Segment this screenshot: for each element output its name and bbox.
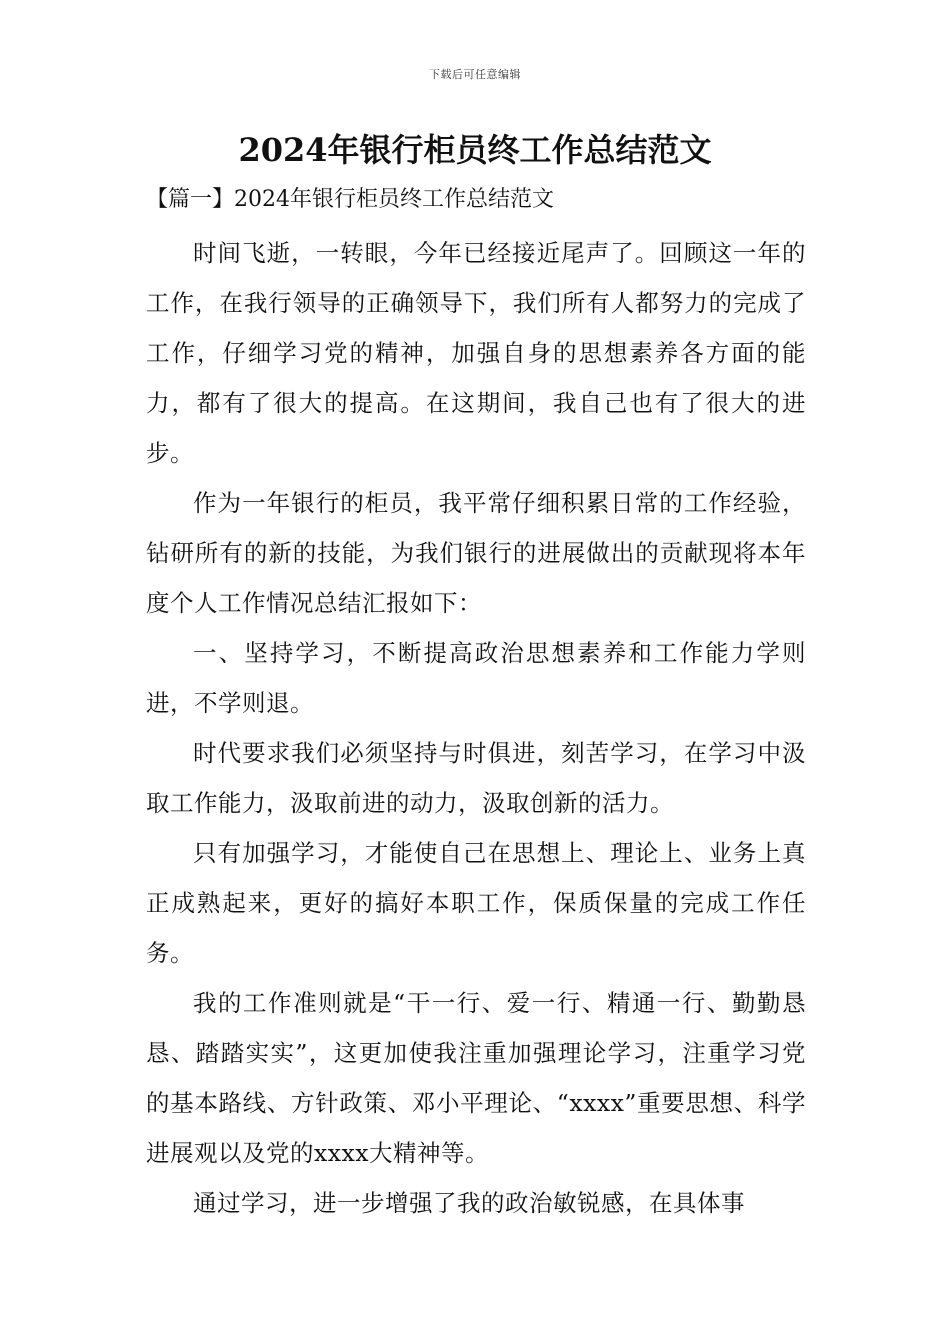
paragraph-7: 通过学习，进一步增强了我的政治敏锐感，在具体事	[193, 1189, 745, 1217]
paragraph-6: 我的工作准则就是“干一行、爱一行、精通一行、勤勤恳恳、踏踏实实”，这更加使我注重加强理论学习，注重学习党的基本路线、方针政策、邓小平理论、“xxxx”重要思想、科学进展观以及党的xxxx大精神等。	[146, 989, 806, 1167]
paragraph-3: 一、坚持学习，不断提高政治思想素养和工作能力学则进，不学则退。	[146, 639, 806, 717]
paragraph-4: 时代要求我们必须坚持与时俱进，刻苦学习，在学习中汲取工作能力，汲取前进的动力，汲取创新的活力。	[146, 739, 806, 817]
paragraph-1: 时间飞逝，一转眼，今年已经接近尾声了。回顾这一年的工作，在我行领导的正确领导下，我们所有人都努力的完成了工作，仔细学习党的精神，加强自身的思想素养各方面的能力，都有了很大的提高。在这期间，我自己也有了很大的进步。	[146, 239, 806, 467]
paragraph-2: 作为一年银行的柜员，我平常仔细积累日常的工作经验，钻研所有的新的技能，为我们银行的进展做出的贡献现将本年度个人工作情况总结汇报如下：	[146, 489, 806, 617]
header-note: 下载后可任意编辑	[429, 68, 521, 81]
document-title: 2024年银行柜员终工作总结范文	[238, 131, 712, 169]
paragraph-5: 只有加强学习，才能使自己在思想上、理论上、业务上真正成熟起来，更好的搞好本职工作，保质保量的完成工作任务。	[146, 839, 806, 967]
section-heading: 【篇一】2024年银行柜员终工作总结范文	[146, 187, 554, 212]
document-body	[146, 180, 806, 1228]
